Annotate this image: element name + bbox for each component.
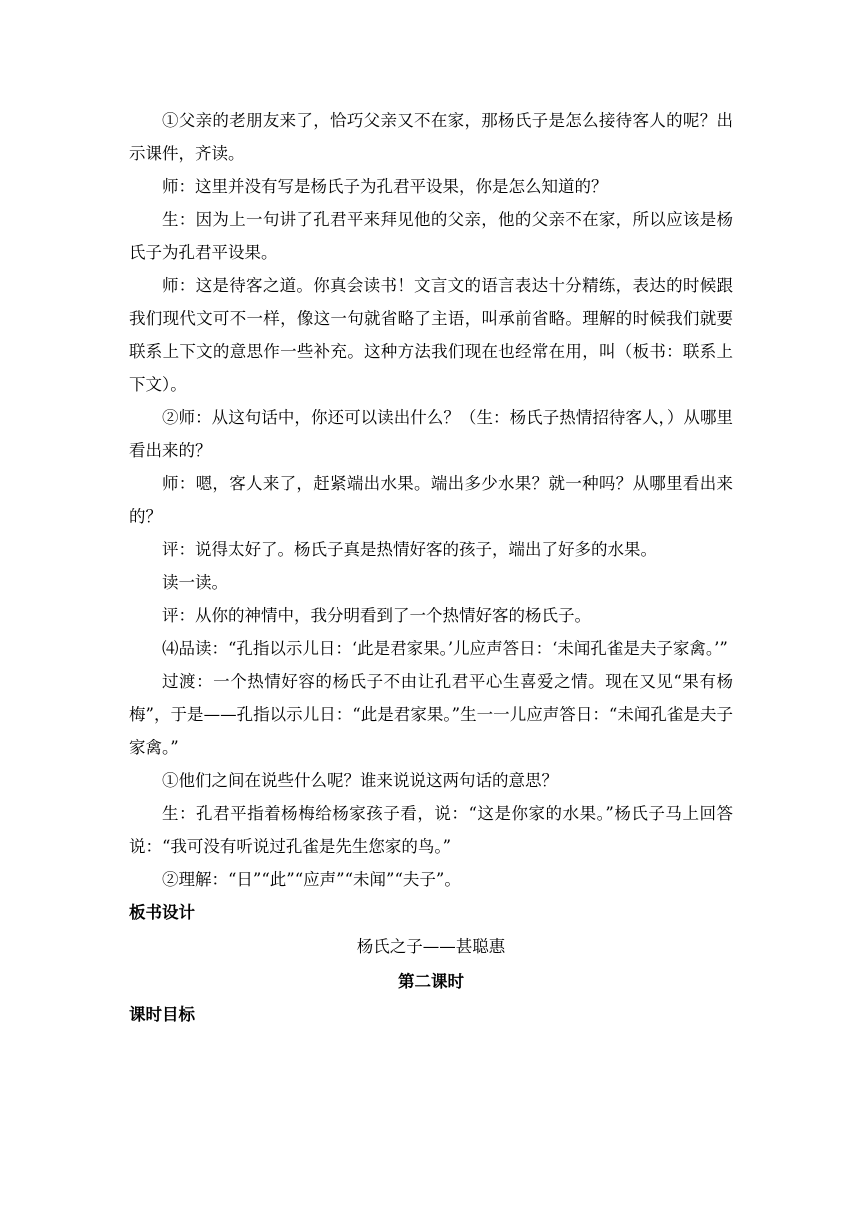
paragraph-5: ②师：从这句话中，你还可以读出什么？（生：杨氏子热情招待客人，）从哪里看出来的？ (129, 408, 733, 460)
board-text: 杨氏之子——甚聪惠 (356, 937, 506, 956)
paragraph-6: 师：嗯，客人来了，赶紧端出水果。端出多少水果？就一种吗？从哪里看出来的？ (129, 474, 733, 526)
heading-second-lesson: 第二课时 (398, 972, 464, 991)
heading-lesson-goals: 课时目标 (129, 1005, 195, 1024)
paragraph-1: ①父亲的老朋友来了，恰巧父亲又不在家，那杨氏子是怎么接待客人的呢？出示课件，齐读。 (129, 111, 733, 163)
paragraph-12: ①他们之间在说些什么呢？谁来说说这两句话的意思？ (162, 771, 558, 790)
paragraph-8: 读一读。 (162, 573, 228, 592)
paragraph-10: ⑷品读：“孔指以示儿日：‘此是君家果。’儿应声答日：‘未闻孔雀是夫子家禽。’” (162, 639, 728, 658)
paragraph-2: 师：这里并没有写是杨氏子为孔君平设果，你是怎么知道的？ (162, 177, 608, 196)
heading-board-design: 板书设计 (129, 903, 195, 922)
document-body (129, 104, 733, 1031)
paragraph-4: 师：这是待客之道。你真会读书！文言文的语言表达十分精练，表达的时候跟我们现代文可不一样，像这一句就省略了主语，叫承前省略。理解的时候我们就要联系上下文的意思作一些补充。这种方法我们现在也经常在用，叫（板书：联系上下文）。 (129, 276, 733, 394)
paragraph-14: ②理解：“日”“此”“应声”“未闻”“夫子”。 (162, 870, 461, 889)
paragraph-7: 评：说得太好了。杨氏子真是热情好客的孩子，端出了好多的水果。 (162, 540, 657, 559)
paragraph-11: 过渡：一个热情好容的杨氏子不由让孔君平心生喜爱之情。现在又见“果有杨梅”，于是——孔指以示儿日：“此是君家果。”生一一儿应声答日：“未闻孔雀是夫子家禽。” (129, 672, 733, 757)
paragraph-13: 生：孔君平指着杨梅给杨家孩子看，说：“这是你家的水果。”杨氏子马上回答说：“我可没有听说过孔雀是先生您家的鸟。” (129, 804, 733, 856)
paragraph-9: 评：从你的神情中，我分明看到了一个热情好客的杨氏子。 (162, 606, 591, 625)
paragraph-3: 生：因为上一句讲了孔君平来拜见他的父亲，他的父亲不在家，所以应该是杨氏子为孔君平设果。 (129, 210, 733, 262)
